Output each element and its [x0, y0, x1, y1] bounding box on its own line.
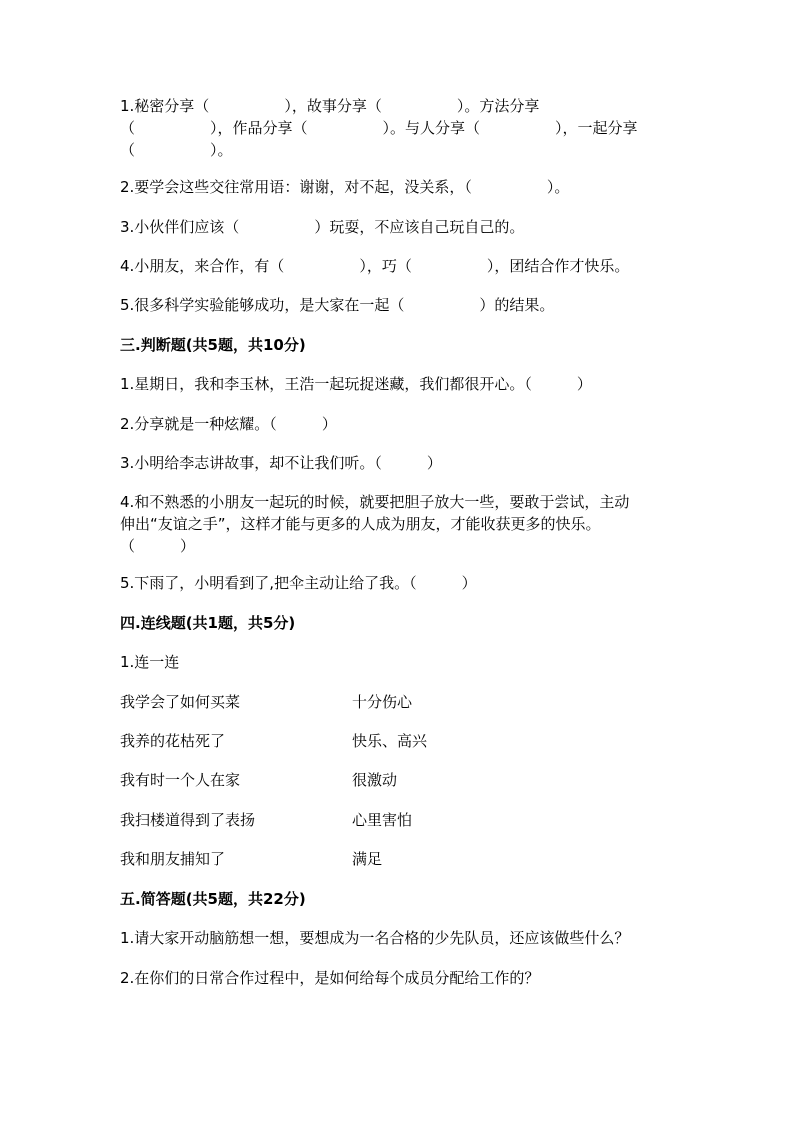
judge-q4-line1: 4.和不熟悉的小朋友一起玩的时候，就要把胆子放大一些，要敢于尝试，主动 — [120, 493, 630, 511]
fill-q2: 2.要学会这些交往常用语：谢谢，对不起，没关系，（ ）。 — [120, 178, 570, 196]
fill-q1-line3: （ ）。 — [120, 141, 233, 159]
judge-q4-line3: （ ） — [120, 537, 196, 555]
match-right-item: 满足 — [352, 850, 383, 868]
match-left-item: 我有时一个人在家 — [120, 771, 241, 789]
fill-q1-line2: （ ），作品分享（ ）。与人分享（ ），一起分享 — [120, 119, 638, 137]
match-left-item: 我和朋友捕知了 — [120, 850, 226, 868]
short-answer-q2: 2.在你们的日常合作过程中，是如何给每个成员分配给工作的？ — [120, 969, 540, 987]
match-right-item: 十分伤心 — [352, 693, 413, 711]
match-question: 1.连一连 — [120, 653, 180, 671]
match-right-item: 快乐、高兴 — [352, 732, 428, 750]
fill-q3: 3.小伙伴们应该（ ）玩耍，不应该自己玩自己的。 — [120, 218, 525, 236]
judge-heading: 三.判断题(共5题，共10分) — [120, 336, 306, 354]
match-left-item: 我养的花枯死了 — [120, 732, 226, 750]
judge-q2: 2.分享就是一种炫耀。（ ） — [120, 415, 337, 433]
judge-q4-line2: 伸出“友谊之手”，这样才能与更多的人成为朋友，才能收获更多的快乐。 — [120, 515, 601, 533]
match-right-item: 很激动 — [352, 771, 398, 789]
fill-q1-line1: 1.秘密分享（ ），故事分享（ ）。方法分享 — [120, 97, 540, 115]
fill-q4: 4.小朋友，来合作，有（ ），巧（ ），团结合作才快乐。 — [120, 257, 630, 275]
match-heading: 四.连线题(共1题，共5分) — [120, 614, 296, 632]
match-left-item: 我学会了如何买菜 — [120, 693, 241, 711]
short-answer-q1: 1.请大家开动脑筋想一想，要想成为一名合格的少先队员，还应该做些什么？ — [120, 929, 630, 947]
fill-q5: 5.很多科学实验能够成功，是大家在一起（ ）的结果。 — [120, 296, 555, 314]
match-left-item: 我扫楼道得到了表扬 — [120, 811, 256, 829]
judge-q1: 1.星期日，我和李玉林，王浩一起玩捉迷藏，我们都很开心。（ ） — [120, 375, 592, 393]
judge-q3: 3.小明给李志讲故事，却不让我们听。（ ） — [120, 454, 442, 472]
short-answer-heading: 五.简答题(共5题，共22分) — [120, 890, 306, 908]
judge-q5: 5.下雨了，小明看到了,把伞主动让给了我。（ ） — [120, 574, 477, 592]
match-right-item: 心里害怕 — [352, 811, 413, 829]
